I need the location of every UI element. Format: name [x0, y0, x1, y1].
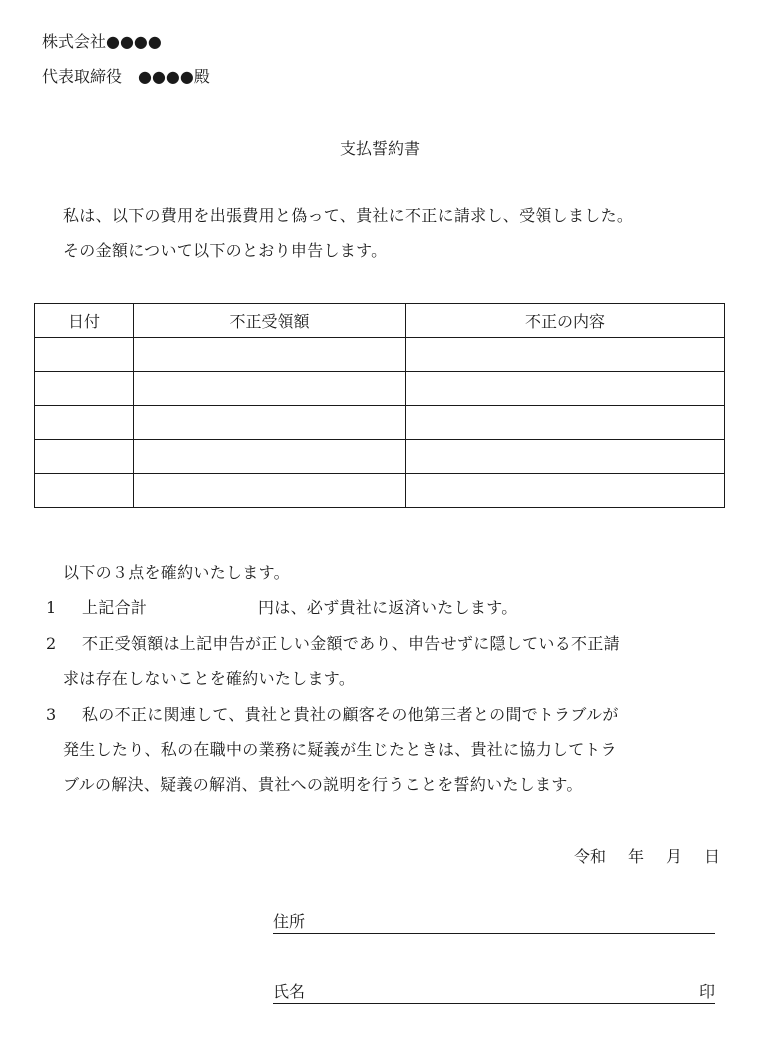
table-row — [35, 474, 725, 508]
cell-date[interactable] — [35, 440, 134, 474]
pledge-3-line-3: ブルの解決、疑義の解消、貴社への説明を行うことを誓約いたします。 — [63, 775, 583, 794]
fraud-table — [34, 303, 725, 508]
pledge-1-text-tail: 円は、必ず貴社に返済いたします。 — [258, 598, 518, 617]
pledge-2-line-1: 不正受領額は上記申告が正しい金額であり、申告せずに隠している不正請 — [82, 634, 620, 653]
date-line — [574, 844, 720, 867]
cell-amount[interactable] — [134, 406, 406, 440]
table-row — [35, 372, 725, 406]
name-label: 氏名 — [273, 982, 306, 1001]
cell-details[interactable] — [406, 372, 725, 406]
pledge-2-line-2: 求は存在しないことを確約いたします。 — [63, 669, 356, 688]
pledge-number-1: 1 — [46, 598, 57, 617]
header-date: 日付 — [35, 304, 134, 338]
pledge-1-text: 上記合計 — [82, 598, 148, 617]
pledge-number-3: 3 — [46, 705, 57, 724]
cell-details[interactable] — [406, 440, 725, 474]
table-row — [35, 338, 725, 372]
address-label: 住所 — [273, 912, 306, 931]
date-month-label: 月 — [665, 847, 682, 866]
cell-date[interactable] — [35, 372, 134, 406]
date-year-label: 年 — [627, 847, 644, 866]
cell-date[interactable] — [35, 406, 134, 440]
pledge-3-line-1: 私の不正に関連して、貴社と貴社の顧客その他第三者との間でトラブルが — [82, 705, 619, 724]
pledge-3-line-2: 発生したり、私の在職中の業務に疑義が生じたときは、貴社に協力してトラ — [63, 740, 617, 759]
address-field[interactable] — [273, 911, 715, 934]
cell-amount[interactable] — [134, 372, 406, 406]
seal-mark: 印 — [698, 982, 715, 1001]
header-amount: 不正受領額 — [134, 304, 406, 338]
table-row — [35, 440, 725, 474]
cell-amount[interactable] — [134, 474, 406, 508]
header-details: 不正の内容 — [406, 304, 725, 338]
date-era: 令和 — [573, 847, 606, 866]
cell-date[interactable] — [35, 474, 134, 508]
pledge-number-2: 2 — [46, 634, 57, 653]
intro-line-1: 私は、以下の費用を出張費用と偽って、貴社に不正に請求し、受領しました。 — [63, 206, 634, 225]
cell-details[interactable] — [406, 406, 725, 440]
cell-date[interactable] — [35, 338, 134, 372]
addressee-representative: 代表取締役 ●●●●殿 — [42, 67, 210, 86]
table-header-row — [35, 304, 725, 338]
date-day-label: 日 — [703, 847, 720, 866]
name-field[interactable] — [273, 981, 715, 1004]
document-title: 支払誓約書 — [339, 139, 420, 158]
cell-amount[interactable] — [134, 338, 406, 372]
cell-details[interactable] — [406, 474, 725, 508]
table-row — [35, 406, 725, 440]
cell-details[interactable] — [406, 338, 725, 372]
pledge-intro: 以下の３点を確約いたします。 — [63, 563, 290, 582]
cell-amount[interactable] — [134, 440, 406, 474]
intro-line-2: その金額について以下のとおり申告します。 — [63, 241, 388, 260]
addressee-company: 株式会社●●●● — [42, 32, 162, 51]
